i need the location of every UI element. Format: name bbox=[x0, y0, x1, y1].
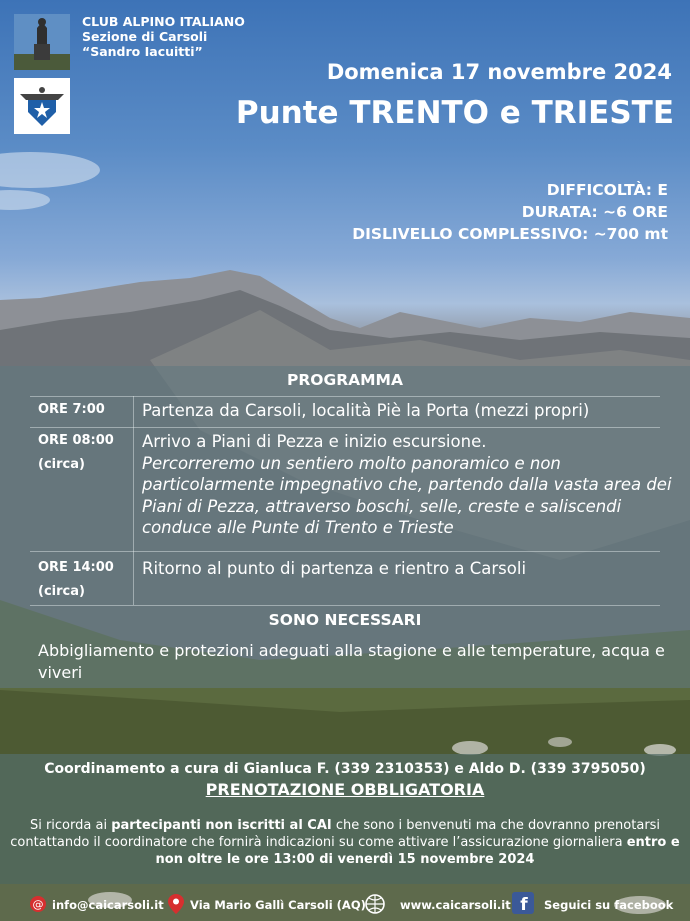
email-icon bbox=[30, 896, 46, 912]
insurance-notice bbox=[0, 817, 690, 868]
program-time: ORE 14:00 bbox=[38, 560, 114, 575]
duration-label: DURATA: ~6 ORE bbox=[521, 203, 668, 221]
requirements-heading: SONO NECESSARI bbox=[268, 611, 422, 629]
program-divider bbox=[30, 427, 660, 428]
email-link[interactable]: info@caicarsoli.it bbox=[52, 898, 164, 912]
program-row-text bbox=[142, 558, 672, 580]
program-text-italic: Percorreremo un sentiero molto panoramico e non particolarmente impegnativo che, partendo dalla vasta area dei Piani di Pezza, attraverso boschi, selle, creste e saliscendi conduce alle Punte di Trento e Trieste bbox=[142, 453, 672, 537]
program-row-time bbox=[38, 429, 114, 477]
globe-icon bbox=[364, 893, 386, 915]
notice-bold: partecipanti non iscritti al CAI bbox=[111, 818, 332, 833]
event-date: Domenica 17 novembre 2024 bbox=[326, 60, 672, 84]
program-column-divider bbox=[133, 396, 134, 605]
program-text: Partenza da Carsoli, località Piè la Porta (mezzi propri) bbox=[142, 401, 590, 420]
svg-text:f: f bbox=[520, 895, 528, 914]
map-pin-icon bbox=[168, 894, 184, 914]
facebook-link[interactable]: Seguici su facebook bbox=[544, 898, 674, 912]
coordinators-text: Coordinamento a cura di Gianluca F. (339 2310353) e Aldo D. (339 3795050) bbox=[44, 761, 646, 777]
difficulty-label: DIFFICOLTÀ: E bbox=[546, 181, 668, 199]
svg-text:@: @ bbox=[32, 898, 44, 911]
program-text: Arrivo a Piani di Pezza e inizio escursione. bbox=[142, 432, 487, 451]
notice-part: Si ricorda ai bbox=[29, 818, 112, 833]
program-divider bbox=[30, 551, 660, 552]
program-time: ORE 08:00 bbox=[38, 433, 114, 448]
program-time: ORE 7:00 bbox=[38, 402, 105, 417]
program-row-text bbox=[142, 400, 672, 422]
program-row-time bbox=[38, 556, 114, 604]
website-link[interactable]: www.caicarsoli.it bbox=[400, 898, 511, 912]
facebook-icon bbox=[512, 892, 534, 914]
requirements-text: Abbigliamento e protezioni adeguati alla stagione e alle temperature, acqua e viveri bbox=[38, 641, 665, 682]
elevation-label: DISLIVELLO COMPLESSIVO: ~700 mt bbox=[352, 225, 668, 243]
program-text: Ritorno al punto di partenza e rientro a Carsoli bbox=[142, 559, 527, 578]
club-dedication: “Sandro Iacuitti” bbox=[82, 44, 203, 59]
cai-emblem-logo bbox=[14, 78, 70, 134]
club-section: Sezione di Carsoli bbox=[82, 29, 208, 44]
event-title: Punte TRENTO e TRIESTE bbox=[235, 95, 674, 131]
notice-bold: entro e non oltre le ore 13:00 di venerdì 15 novembre 2024 bbox=[155, 835, 680, 867]
program-divider bbox=[30, 605, 660, 606]
club-name: CLUB ALPINO ITALIANO bbox=[82, 14, 245, 29]
club-name-block bbox=[82, 14, 245, 59]
program-time-note: (circa) bbox=[38, 584, 85, 599]
statue-logo bbox=[14, 14, 70, 70]
program-divider bbox=[30, 396, 660, 397]
booking-required: PRENOTAZIONE OBBLIGATORIA bbox=[205, 780, 485, 799]
program-row-text bbox=[142, 431, 672, 539]
program-row-time bbox=[38, 398, 105, 422]
notice-part: che sono i benvenuti ma che dovranno prenotarsi contattando il coordinatore che fornirà indicazioni su come attivare l’assicurazione giornaliera bbox=[10, 818, 661, 850]
program-time-note: (circa) bbox=[38, 457, 85, 472]
address-text: Via Mario Gallì Carsoli (AQ) bbox=[190, 898, 366, 912]
program-heading: PROGRAMMA bbox=[287, 371, 403, 389]
